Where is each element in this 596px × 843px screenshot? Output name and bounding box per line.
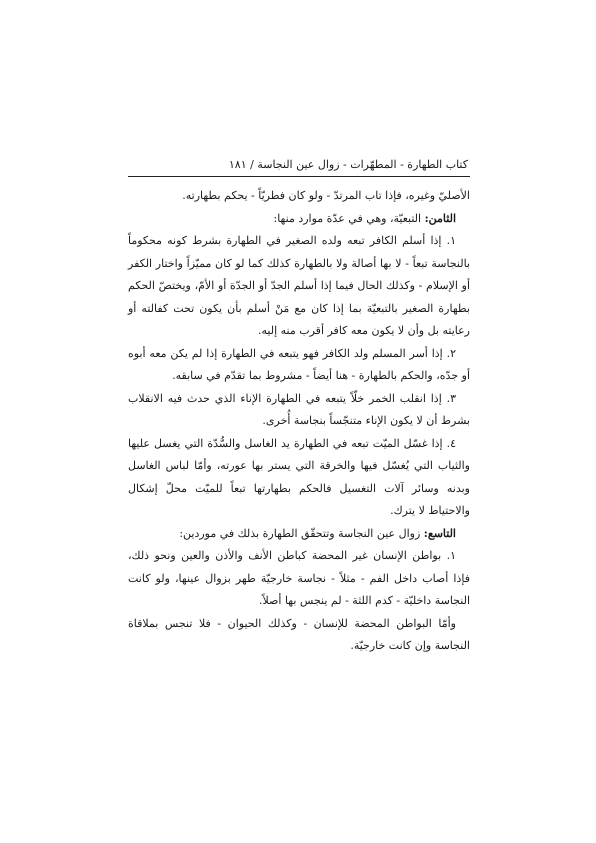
section-heading-eighth: الثامن: xyxy=(424,211,456,225)
page-body xyxy=(128,185,470,658)
header-rule xyxy=(128,176,470,177)
paragraph-7-text: زوال عين النجاسة وتتحقّق الطهارة بذلك في موردين: xyxy=(179,526,424,540)
paragraph-5: ٣. إذا انقلب الخمر خلّاً يتبعه في الطهارة الإناء الذي حدث فيه الانقلاب بشرط أن لا يكون الإناء متنجّساً بنجاسة أُخرى. xyxy=(128,391,470,427)
paragraph-8: ١. بواطن الإنسان غير المحضة كباطن الأنف والأذن والعين ونحو ذلك، فإذا أصاب داخل الفم - مثلاً - نجاسة خارجيّة طهر بزوال عينها، ولو كانت النجاسة داخليّة - كدم اللثة - لم ينجس بها أصلاً. xyxy=(128,549,470,607)
paragraph-2 xyxy=(128,208,470,231)
running-header: كتاب الطهارة - المطهّرات - زوال عين النجاسة / ١٨١ xyxy=(228,158,468,171)
paragraph-9: وأمّا البواطن المحضة للإنسان - وكذلك الحيوان - فلا تنجس بملاقاة النجاسة وإن كانت خارجيّة. xyxy=(128,616,470,652)
paragraph-2-text: التبعيّة، وهي في عدّة موارد منها: xyxy=(273,211,425,225)
paragraph-1: الأصليّ وغيره، فإذا تاب المرتدّ - ولو كان فطريّاً - يحكم بطهارته. xyxy=(182,189,470,202)
paragraph-3: ١. إذا أسلم الكافر تبعه ولده الصغير في الطهارة بشرط كونه محكوماً بالنجاسة تبعاً - لا بها أصالة ولا بالطهارة كذلك كما لو كان مميّزاً واختار الكفر أو الإسلام - وكذلك الحال فيما إذا أسلم الجدّ أو الجدّة أو الأمّ، ويختصّ الحكم بطهارة الصغير بالتبعيّة بما إذا كان مع مَنْ أسلم بأن يكون تحت كفالته أو رعايته بل وأن لا يكون معه كافر أقرب منه إليه. xyxy=(128,234,470,337)
section-heading-ninth: التاسع: xyxy=(423,526,456,540)
paragraph-4: ٢. إذا أسر المسلم ولد الكافر فهو يتبعه في الطهارة إذا لم يكن معه أبوه أو جدّه، والحكم بالطهارة - هنا أيضاً - مشروط بما تقدّم في سابقه. xyxy=(128,346,470,382)
paragraph-6: ٤. إذا غسّل الميّت تبعه في الطهارة يد الغاسل والسُّدّة التي يغسل عليها والثياب التي يُغسّل فيها والخرقة التي يستر بها عورته، وأمّا لباس الغاسل وبدنه وسائر آلات التغسيل فالحكم بطهارتها تبعاً للميّت محلّ إشكال والاحتياط لا يترك. xyxy=(128,436,470,517)
paragraph-7 xyxy=(128,523,470,546)
